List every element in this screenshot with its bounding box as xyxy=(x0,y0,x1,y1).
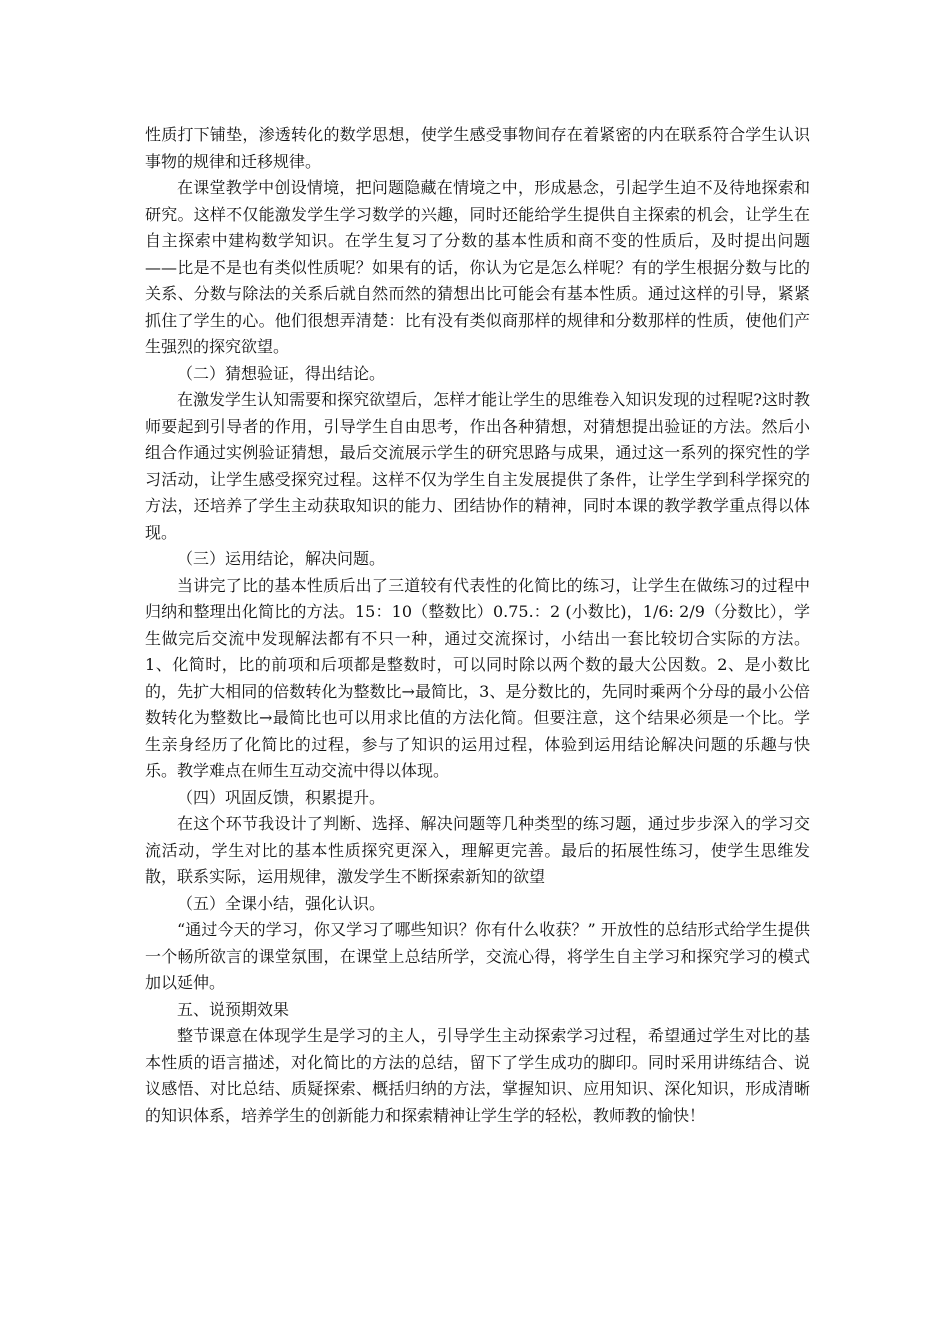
paragraph-situation: 在课堂教学中创设情境，把问题隐藏在情境之中，形成悬念，引起学生迫不及待地探索和研究。这样不仅能激发学生学习数学的兴趣，同时还能给学生提供自主探索的机会，让学生在自主探索中建构数学知识。在学生复习了分数的基本性质和商不变的性质后，及时提出问题——比是不是也有类似性质呢？如果有的话，你认为它是怎么样呢？有的学生根据分数与比的关系、分数与除法的关系后就自然而然的猜想出比可能会有基本性质。通过这样的引导，紧紧抓住了学生的心。他们很想弄清楚：比有没有类似商那样的规律和分数那样的性质，使他们产生强烈的探究欲望。 xyxy=(145,178,810,356)
document-page xyxy=(145,122,810,1129)
paragraph-continuation: 性质打下铺垫，渗透转化的数学思想，使学生感受事物间存在着紧密的内在联系符合学生认识事物的规律和迁移规律。 xyxy=(145,125,810,171)
paragraph-summary: “通过今天的学习，你又学习了哪些知识？你有什么收获？” 开放性的总结形式给学生提供一个畅所欲言的课堂氛围，在课堂上总结所学，交流心得，将学生自主学习和探究学习的模式加以延伸。 xyxy=(145,920,810,992)
section-heading-4: （四）巩固反馈，积累提升。 xyxy=(177,787,386,807)
section-heading-2: （二）猜想验证，得出结论。 xyxy=(177,363,386,383)
section-heading-effect: 五、说预期效果 xyxy=(177,999,290,1019)
paragraph-guess: 在激发学生认知需要和探究欲望后，怎样才能让学生的思维卷入知识发现的过程呢?这时教师要起到引导者的作用，引导学生自由思考，作出各种猜想，对猜想提出验证的方法。然后小组合作通过实例验证猜想，最后交流展示学生的研究思路与成果，通过这一系列的探究性的学习活动，让学生感受探究过程。这样不仅为学生自主发展提供了条件，让学生学到科学探究的方法，还培养了学生主动获取知识的能力、团结协作的精神，同时本课的教学教学重点得以体现。 xyxy=(145,390,810,542)
paragraph-effect: 整节课意在体现学生是学习的主人，引导学生主动探索学习过程，希望通过学生对比的基本性质的语言描述，对化简比的方法的总结，留下了学生成功的脚印。同时采用讲练结合、说议感悟、对比总结、质疑探索、概括归纳的方法，掌握知识、应用知识、深化知识，形成清晰的知识体系，培养学生的创新能力和探索精神让学生学的轻松，教师教的愉快！ xyxy=(145,1026,810,1125)
paragraph-practice: 在这个环节我设计了判断、选择、解决问题等几种类型的练习题，通过步步深入的学习交流活动，学生对比的基本性质探究更深入，理解更完善。最后的拓展性练习，使学生思维发散，联系实际，运用规律，激发学生不断探索新知的欲望 xyxy=(145,814,810,886)
paragraph-apply: 当讲完了比的基本性质后出了三道较有代表性的化简比的练习，让学生在做练习的过程中归纳和整理出化简比的方法。15：10（整数比）0.75.：2 (小数比)，1/6: 2/9（分数比），学生做完后交流中发现解法都有不只一种，通过交流探讨，小结出一套比较切合实际的方法。1、化简时，比的前项和后项都是整数时，可以同时除以两个数的最大公因数。2、是小数比的，先扩大相同的倍数转化为整数比→最简比，3、是分数比的，先同时乘两个分母的最小公倍数转化为整数比→最简比也可以用求比值的方法化简。但要注意，这个结果必须是一个比。学生亲身经历了化简比的过程，参与了知识的运用过程，体验到运用结论解决问题的乐趣与快乐。教学难点在师生互动交流中得以体现。 xyxy=(145,575,810,780)
section-heading-3: （三）运用结论，解决问题。 xyxy=(177,549,386,568)
section-heading-5: （五）全课小结，强化认识。 xyxy=(177,893,386,913)
